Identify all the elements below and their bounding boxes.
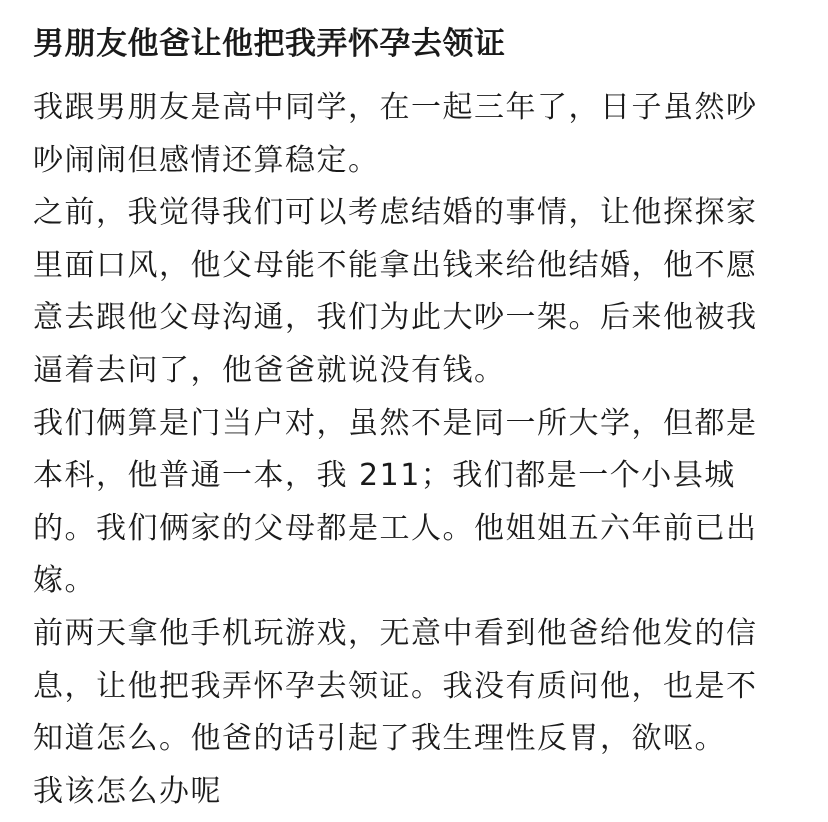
post-body (33, 86, 803, 822)
body-line: 吵闹闹但感情还算稳定。 (33, 142, 380, 178)
post-content (33, 22, 803, 822)
body-line: 逼着去问了，他爸爸就说没有钱。 (33, 352, 506, 388)
body-line: 里面口风，他父母能不能拿出钱来给他结婚，他不愿 (33, 247, 758, 283)
body-line: 前两天拿他手机玩游戏，无意中看到他爸给他发的信 (33, 615, 758, 651)
body-line: 息，让他把我弄怀孕去领证。我没有质问他，也是不 (33, 668, 758, 704)
post-title: 男朋友他爸让他把我弄怀孕去领证 (33, 26, 506, 62)
body-line: 本科，他普通一本，我 211；我们都是一个小县城 (33, 458, 736, 494)
body-line: 知道怎么。他爸的话引起了我生理性反胃，欲呕。 (33, 721, 726, 757)
body-line: 之前，我觉得我们可以考虑结婚的事情，让他探探家 (33, 195, 758, 231)
body-line: 的。我们俩家的父母都是工人。他姐姐五六年前已出 (33, 510, 758, 546)
body-line: 我跟男朋友是高中同学，在一起三年了，日子虽然吵 (33, 90, 758, 125)
body-line: 我该怎么办呢 (33, 773, 222, 809)
body-line: 意去跟他父母沟通，我们为此大吵一架。后来他被我 (33, 300, 758, 336)
body-line: 嫁。 (33, 563, 96, 599)
body-line: 我们俩算是门当户对，虽然不是同一所大学，但都是 (33, 405, 758, 441)
